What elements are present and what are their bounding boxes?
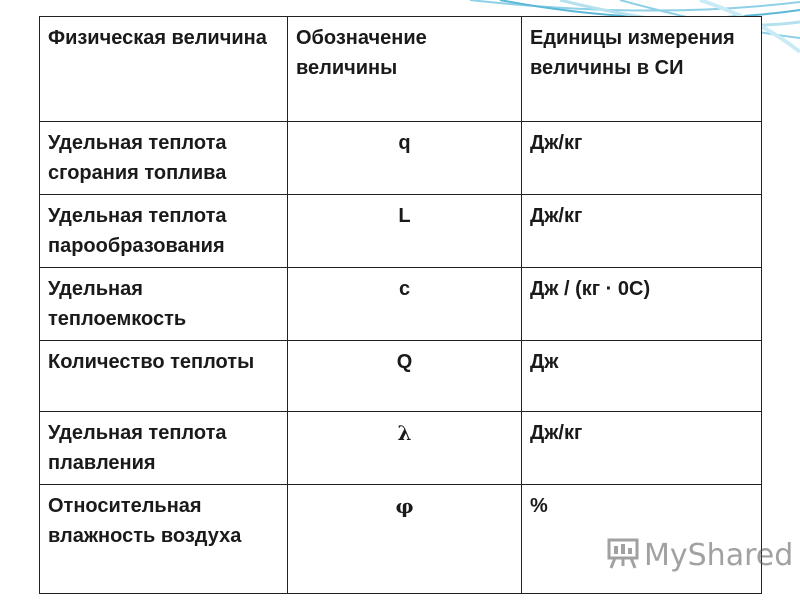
quantity-cell: Удельная теплота плавления xyxy=(40,412,288,485)
table-row xyxy=(40,122,762,195)
symbol-cell: λ xyxy=(288,412,522,485)
symbol-cell: φ xyxy=(288,485,522,594)
unit-cell: Дж/кг xyxy=(522,195,762,268)
unit-cell: % xyxy=(522,485,762,594)
header-symbol: Обозначение величины xyxy=(288,17,522,122)
quantity-cell: Количество теплоты xyxy=(40,341,288,412)
table-row xyxy=(40,195,762,268)
header-unit: Единицы измерения величины в СИ xyxy=(522,17,762,122)
unit-cell: Дж xyxy=(522,341,762,412)
unit-cell: Дж/кг xyxy=(522,122,762,195)
symbol-cell: L xyxy=(288,195,522,268)
quantity-cell: Удельная теплоемкость xyxy=(40,268,288,341)
quantity-cell: Удельная теплота парообразования xyxy=(40,195,288,268)
watermark-text: MyShared xyxy=(644,538,794,573)
table-row xyxy=(40,268,762,341)
quantity-cell: Удельная теплота сгорания топлива xyxy=(40,122,288,195)
table-row xyxy=(40,341,762,412)
watermark xyxy=(606,537,793,574)
unit-cell: Дж / (кг · 0С) xyxy=(522,268,762,341)
header-quantity: Физическая величина xyxy=(40,17,288,122)
presentation-board-icon xyxy=(606,537,640,574)
physics-table xyxy=(39,16,762,594)
table-header-row xyxy=(40,17,762,122)
quantity-cell: Относительная влажность воздуха xyxy=(40,485,288,594)
symbol-cell: c xyxy=(288,268,522,341)
unit-cell: Дж/кг xyxy=(522,412,762,485)
table-row xyxy=(40,412,762,485)
symbol-cell: q xyxy=(288,122,522,195)
symbol-cell: Q xyxy=(288,341,522,412)
